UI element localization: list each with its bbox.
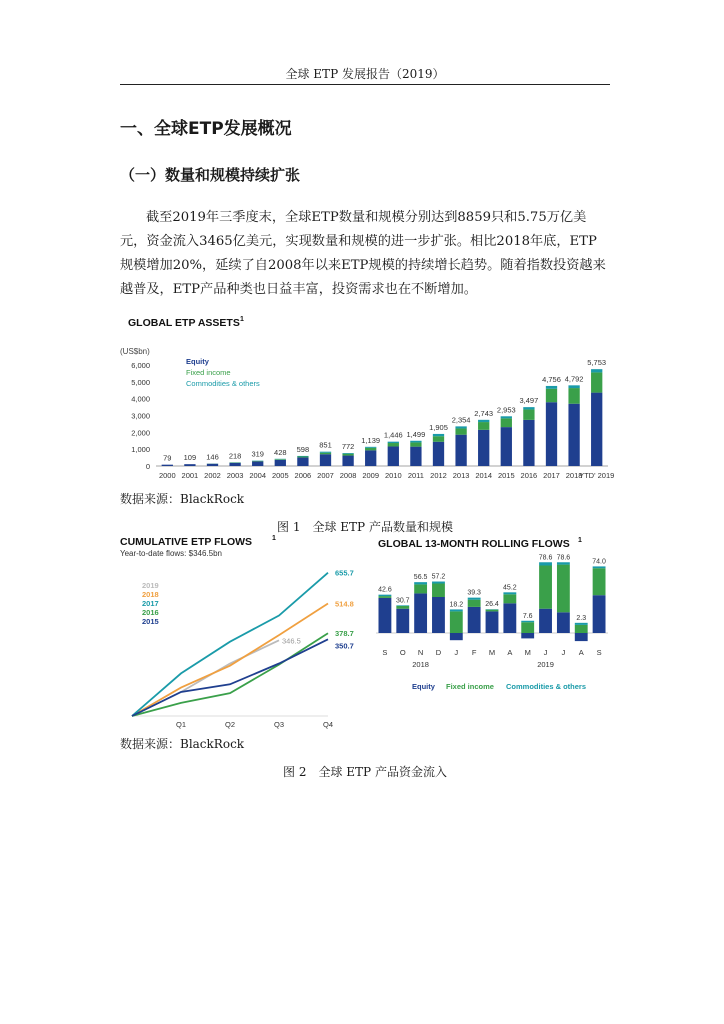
header-rule — [120, 84, 610, 85]
x-tick-label: M — [524, 648, 531, 657]
bar-segment — [521, 622, 534, 633]
y-tick-label: 4,000 — [131, 394, 150, 404]
bar-segment — [342, 453, 353, 454]
bar-segment — [486, 610, 499, 612]
bar-segment — [591, 393, 602, 466]
bar-label: 2,354 — [451, 415, 471, 425]
subsection-title: （一）数量和规模持续扩张 — [120, 166, 301, 184]
cumulative-flows-chart — [118, 533, 368, 733]
series-line — [132, 633, 328, 716]
figure1-caption: 图 1 全球 ETP 产品数量和规模 — [277, 520, 453, 534]
y-tick-label: 5,000 — [131, 377, 150, 387]
legend-item: 2019 — [142, 581, 159, 590]
bar-segment — [433, 434, 444, 436]
title-superscript: 1 — [578, 537, 582, 544]
bar-segment — [378, 596, 391, 598]
x-axis — [176, 720, 333, 729]
legend-item: Fixed income — [186, 368, 231, 377]
x-tick-label: YTD' 2019 — [579, 471, 615, 480]
x-tick-label: J — [454, 648, 459, 657]
legend-item: Equity — [186, 357, 209, 366]
x-tick-label: N — [417, 648, 424, 657]
legend-item: 2016 — [142, 608, 159, 617]
bar-label: 1,905 — [429, 422, 448, 432]
x-tick-label: 2004 — [249, 471, 267, 480]
x-tick-label: 2003 — [226, 471, 244, 480]
section-title: 一、全球ETP发展概况 — [120, 119, 292, 139]
chart-title: GLOBAL ETP ASSETS — [128, 317, 240, 329]
bar-segment — [568, 404, 579, 466]
figure1-source: 数据来源：BlackRock — [120, 492, 245, 506]
legend-item: 2015 — [142, 617, 159, 626]
x-tick-label: 2011 — [407, 471, 424, 480]
x-tick-label: 2015 — [497, 471, 515, 480]
bar-segment — [478, 430, 489, 466]
bar-segment — [388, 443, 399, 446]
bar-segment — [568, 385, 579, 388]
bar-segment — [252, 461, 263, 466]
y-tick-label: 3,000 — [131, 411, 150, 421]
body-paragraph — [120, 206, 610, 302]
bar-segment — [342, 456, 353, 466]
figure2-source: 数据来源：BlackRock — [120, 737, 245, 751]
x-tick-label: Q4 — [322, 720, 334, 729]
bar-segment — [591, 369, 602, 372]
bar-segment — [410, 442, 421, 446]
figure2-caption: 图 2 全球 ETP 产品资金流入 — [283, 765, 447, 779]
x-tick-label: M — [488, 648, 496, 657]
bar-segment — [593, 566, 606, 568]
running-head: 全球 ETP 发展报告（2019） — [285, 67, 445, 81]
bar-segment — [450, 633, 463, 640]
legend-item: Equity — [412, 682, 435, 691]
bar-segment — [468, 607, 481, 633]
end-label: 346.5 — [282, 636, 301, 646]
bar-segment — [478, 420, 489, 422]
bar-segment — [557, 562, 570, 564]
bar-segment — [546, 402, 557, 466]
chart-subtitle: Year-to-date flows: $346.5bn — [120, 549, 222, 558]
bar-label: 109 — [183, 453, 197, 463]
bar-segment — [557, 612, 570, 633]
bar-label: 3,497 — [519, 396, 539, 406]
x-tick-label: J — [543, 648, 548, 657]
x-tick-label: 2018 — [565, 471, 583, 480]
x-tick-label: 2012 — [430, 471, 447, 480]
bar-segment — [433, 436, 444, 442]
bar-segment — [414, 584, 427, 593]
x-tick-label: A — [578, 648, 584, 657]
end-label: 378.7 — [335, 629, 354, 639]
bar-segment — [503, 592, 516, 594]
bar-label: 79 — [163, 453, 172, 463]
bar-segment — [342, 454, 353, 456]
bar-label: 42.6 — [378, 586, 392, 594]
bar-segment — [450, 609, 463, 611]
bar-label: 4,756 — [542, 374, 561, 384]
bar-segment — [320, 453, 331, 455]
bar-segment — [414, 582, 427, 584]
bar-label: 45.2 — [503, 584, 517, 592]
bar-segment — [320, 452, 331, 453]
bar-segment — [297, 457, 308, 466]
bar-segment — [378, 598, 391, 633]
bar-label: 598 — [296, 444, 310, 454]
bar-segment — [546, 389, 557, 402]
bar-label: 78.6 — [556, 554, 571, 562]
bar-label: 57.2 — [431, 573, 446, 581]
bar-segment — [414, 593, 427, 633]
bar-segment — [433, 442, 444, 466]
bar-label: 39.3 — [467, 589, 481, 597]
chart-title: GLOBAL 13-MONTH ROLLING FLOWS — [378, 538, 570, 550]
bar-label: 56.5 — [413, 574, 428, 582]
bar-segment — [503, 594, 516, 603]
bar-segment — [275, 460, 286, 466]
x-tick-label: Q2 — [224, 720, 236, 729]
title-superscript: 1 — [240, 316, 244, 323]
x-tick-label: S — [382, 648, 388, 657]
bar-segment — [557, 565, 570, 613]
x-tick-label: 2013 — [452, 471, 470, 480]
legend-item: 2017 — [142, 599, 159, 608]
x-tick-label: 2000 — [158, 471, 176, 480]
bar-segment — [396, 606, 409, 609]
bar-segment — [523, 409, 534, 419]
x-tick-label: 2017 — [543, 471, 560, 480]
year-label: 2018 — [412, 660, 429, 669]
bar-label: 1,446 — [383, 430, 403, 440]
bar-segment — [410, 441, 421, 443]
x-tick-label: 2001 — [181, 471, 199, 480]
legend-item: Commodities & others — [506, 682, 587, 691]
legend — [412, 682, 586, 691]
bar-segment — [575, 633, 588, 641]
legend-item: 2018 — [142, 590, 159, 599]
bar-segment — [450, 611, 463, 633]
bar-label: 851 — [319, 440, 332, 450]
bar-label: 7.6 — [522, 612, 533, 620]
chart-title: CUMULATIVE ETP FLOWS — [120, 536, 253, 548]
x-tick-label: 2006 — [294, 471, 312, 480]
bar-segment — [432, 582, 445, 584]
bar-segment — [275, 459, 286, 460]
x-tick-label: 2009 — [362, 471, 380, 480]
year-label: 2019 — [537, 660, 554, 669]
y-tick-label: 2,000 — [131, 428, 150, 438]
x-tick-label: 2016 — [520, 471, 538, 480]
x-tick-label: 2007 — [317, 471, 334, 480]
bar-segment — [539, 566, 552, 609]
bar-label: 18.2 — [449, 601, 464, 609]
bar-segment — [521, 633, 534, 638]
bar-label: 772 — [341, 442, 355, 452]
x-tick-label: 2014 — [475, 471, 493, 480]
bar-label: 428 — [274, 447, 287, 457]
bar-segment — [503, 603, 516, 633]
bar-segment — [546, 386, 557, 389]
bar-label: 74.0 — [592, 558, 606, 566]
bar-label: 1,499 — [406, 429, 426, 439]
y-axis-label: (US$bn) — [120, 347, 150, 356]
bar-segment — [501, 416, 512, 418]
bar-segment — [593, 595, 606, 633]
x-axis — [382, 648, 601, 657]
bar-segment — [396, 609, 409, 633]
x-tick-label: Q1 — [175, 720, 187, 729]
series-line — [132, 639, 328, 716]
legend-item: Commodities & others — [186, 379, 260, 388]
bar-segment — [162, 465, 173, 466]
legend-item: Fixed income — [446, 682, 494, 691]
bar-segment — [539, 562, 552, 565]
bar-segment — [455, 428, 466, 434]
series-line — [132, 604, 328, 717]
bar-segment — [501, 418, 512, 427]
bar-segment — [320, 454, 331, 466]
bar-segment — [388, 446, 399, 466]
x-tick-label: S — [596, 648, 602, 657]
bar-segment — [468, 598, 481, 600]
bar-label: 26.4 — [485, 601, 499, 609]
bar-label: 218 — [228, 451, 242, 461]
bar-segment — [432, 584, 445, 598]
bar-segment — [365, 448, 376, 451]
title-superscript: 1 — [272, 535, 276, 542]
x-tick-label: Q3 — [273, 720, 285, 729]
bar-segment — [486, 611, 499, 633]
year-labels — [412, 660, 554, 669]
bar-label: 2.3 — [576, 614, 587, 622]
end-label: 655.7 — [335, 568, 354, 578]
bar-segment — [521, 621, 534, 622]
bar-segment — [478, 422, 489, 430]
bar-segment — [455, 435, 466, 466]
bar-label: 2,743 — [474, 408, 494, 418]
rolling-flows-chart — [372, 533, 612, 698]
bar-segment — [501, 427, 512, 466]
bar-segment — [297, 456, 308, 457]
y-tick-label: 0 — [145, 462, 150, 471]
bar-segment — [575, 623, 588, 625]
bar-segment — [523, 407, 534, 409]
end-label: 350.7 — [335, 641, 354, 651]
bar-segment — [365, 450, 376, 466]
bar-segment — [539, 609, 552, 633]
bar-segment — [396, 605, 409, 606]
x-tick-label: 2010 — [384, 471, 402, 480]
bar-label: 319 — [251, 449, 264, 459]
bar-segment — [378, 595, 391, 596]
bar-segment — [455, 426, 466, 428]
bar-segment — [388, 442, 399, 443]
bar-label: 78.6 — [538, 554, 553, 562]
legend — [186, 357, 260, 388]
legend — [142, 581, 159, 626]
bar-segment — [523, 420, 534, 466]
body-paragraph-text: 截至2019年三季度末，全球ETP数量和规模分别达到8859只和5.75万亿美元，资金流入3465亿美元，实现数量和规模的进一步扩张。相比2018年底，ETP规模增加20%，延续了自2008年以来ETP规模的持续增长趋势。随着指数投资越来越普及，ETP产品种类也日益丰富，投资需求也在不断增加。 — [120, 210, 606, 297]
x-tick-label: 2008 — [339, 471, 357, 480]
bar-label: 5,753 — [587, 358, 607, 368]
x-tick-label: F — [471, 648, 477, 657]
bar-segment — [432, 597, 445, 633]
bar-segment — [229, 463, 240, 466]
bar-segment — [184, 464, 195, 466]
x-axis — [159, 471, 614, 480]
bar-segment — [568, 388, 579, 404]
bar-label: 30.7 — [395, 597, 410, 605]
x-tick-label: 2002 — [204, 471, 221, 480]
x-tick-label: D — [435, 648, 442, 657]
x-tick-label: 2005 — [271, 471, 289, 480]
bar-segment — [365, 447, 376, 448]
x-tick-label: A — [507, 648, 513, 657]
x-tick-label: J — [561, 648, 566, 657]
bar-segment — [593, 568, 606, 595]
bar-label: 2,953 — [496, 405, 516, 415]
bar-segment — [468, 600, 481, 607]
bar-segment — [297, 456, 308, 457]
bar-segment — [591, 372, 602, 392]
bar-segment — [575, 625, 588, 633]
bar-segment — [410, 447, 421, 466]
bar-label: 4,792 — [564, 374, 584, 384]
y-tick-label: 6,000 — [131, 361, 150, 370]
bar-label: 1,139 — [361, 435, 381, 445]
global-etp-assets-chart — [118, 310, 618, 488]
y-tick-label: 1,000 — [131, 445, 150, 455]
end-label: 514.8 — [335, 599, 354, 609]
bar-label: 146 — [206, 452, 219, 462]
x-tick-label: O — [399, 648, 406, 657]
bar-segment — [207, 464, 218, 466]
